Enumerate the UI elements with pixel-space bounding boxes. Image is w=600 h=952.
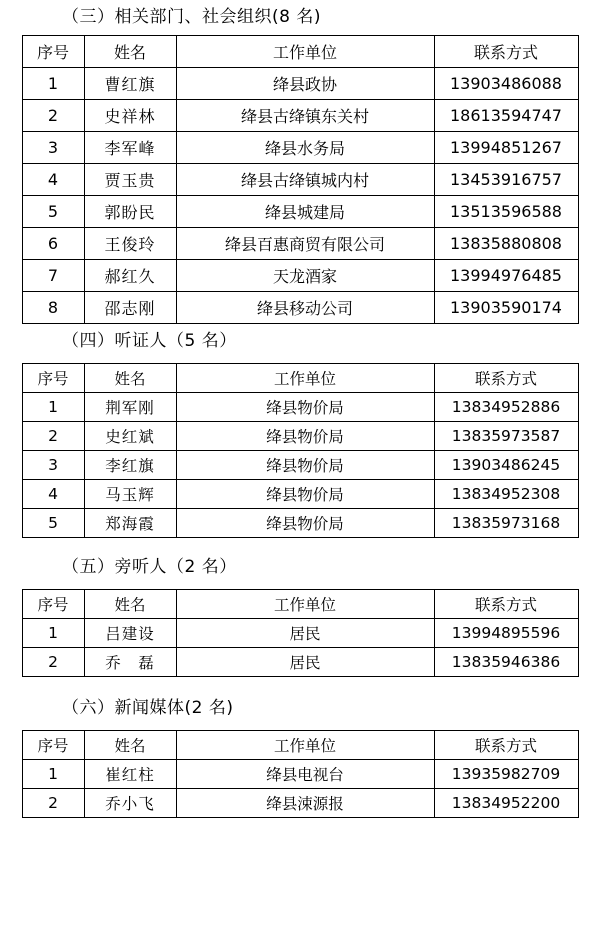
cell-index: 4	[22, 479, 84, 508]
cell-org: 绛县古绛镇城内村	[176, 163, 434, 195]
cell-index: 1	[22, 618, 84, 647]
cell-org: 绛县物价局	[176, 421, 434, 450]
cell-phone: 13834952308	[434, 479, 578, 508]
cell-org: 绛县水务局	[176, 131, 434, 163]
table-row	[22, 163, 578, 195]
column-header-name: 姓名	[84, 363, 176, 392]
cell-phone: 13994851267	[434, 131, 578, 163]
cell-name: 曹红旗	[84, 67, 176, 99]
cell-org: 绛县古绛镇东关村	[176, 99, 434, 131]
column-header-org: 工作单位	[176, 363, 434, 392]
cell-name: 郝红久	[84, 259, 176, 291]
cell-index: 2	[22, 99, 84, 131]
cell-name: 郭盼民	[84, 195, 176, 227]
table-row	[22, 67, 578, 99]
cell-phone: 13834952200	[434, 788, 578, 817]
cell-phone: 13903486088	[434, 67, 578, 99]
cell-index: 8	[22, 291, 84, 323]
cell-index: 2	[22, 788, 84, 817]
cell-name: 吕建设	[84, 618, 176, 647]
cell-index: 3	[22, 450, 84, 479]
column-header-index: 序号	[22, 35, 84, 67]
cell-name: 乔 磊	[84, 647, 176, 676]
cell-name: 王俊玲	[84, 227, 176, 259]
cell-index: 2	[22, 647, 84, 676]
section-heading-4: （六）新闻媒体(2 名)	[62, 697, 234, 718]
cell-name: 荆军刚	[84, 392, 176, 421]
column-header-index: 序号	[22, 589, 84, 618]
cell-phone: 13835946386	[434, 647, 578, 676]
cell-org: 绛县城建局	[176, 195, 434, 227]
column-header-index: 序号	[22, 730, 84, 759]
cell-index: 3	[22, 131, 84, 163]
table-row	[22, 259, 578, 291]
column-header-org: 工作单位	[176, 730, 434, 759]
column-header-name: 姓名	[84, 35, 176, 67]
table-header-row	[22, 363, 578, 392]
table-row	[22, 392, 578, 421]
table-related-departments	[22, 35, 579, 324]
table-row	[22, 131, 578, 163]
cell-phone: 18613594747	[434, 99, 578, 131]
cell-org: 绛县政协	[176, 67, 434, 99]
table-row	[22, 618, 578, 647]
column-header-name: 姓名	[84, 589, 176, 618]
cell-phone: 13935982709	[434, 759, 578, 788]
cell-phone: 13513596588	[434, 195, 578, 227]
table-hearing-officers	[22, 363, 579, 538]
column-header-phone: 联系方式	[434, 589, 578, 618]
cell-name: 史红斌	[84, 421, 176, 450]
cell-name: 乔小飞	[84, 788, 176, 817]
cell-phone: 13835973587	[434, 421, 578, 450]
cell-phone: 13994895596	[434, 618, 578, 647]
cell-name: 李红旗	[84, 450, 176, 479]
section-heading-1: （三）相关部门、社会组织(8 名)	[62, 7, 321, 27]
table-row	[22, 421, 578, 450]
column-header-phone: 联系方式	[434, 730, 578, 759]
column-header-name: 姓名	[84, 730, 176, 759]
cell-name: 史祥林	[84, 99, 176, 131]
cell-org: 绛县电视台	[176, 759, 434, 788]
cell-org: 绛县物价局	[176, 508, 434, 537]
cell-index: 1	[22, 67, 84, 99]
cell-org: 绛县物价局	[176, 450, 434, 479]
column-header-phone: 联系方式	[434, 363, 578, 392]
cell-index: 5	[22, 508, 84, 537]
cell-index: 2	[22, 421, 84, 450]
cell-phone: 13994976485	[434, 259, 578, 291]
cell-name: 邵志刚	[84, 291, 176, 323]
cell-phone: 13453916757	[434, 163, 578, 195]
document-page	[0, 6, 600, 952]
column-header-index: 序号	[22, 363, 84, 392]
table-header-row	[22, 35, 578, 67]
cell-org: 绛县百惠商贸有限公司	[176, 227, 434, 259]
cell-phone: 13834952886	[434, 392, 578, 421]
cell-org: 天龙酒家	[176, 259, 434, 291]
cell-index: 6	[22, 227, 84, 259]
cell-phone: 13835880808	[434, 227, 578, 259]
cell-phone: 13903590174	[434, 291, 578, 323]
cell-org: 绛县物价局	[176, 479, 434, 508]
section-heading-2: （四）听证人（5 名）	[62, 330, 237, 351]
cell-name: 郑海霞	[84, 508, 176, 537]
table-row	[22, 479, 578, 508]
table-news-media	[22, 730, 579, 818]
table-row	[22, 508, 578, 537]
table-row	[22, 291, 578, 323]
table-row	[22, 450, 578, 479]
cell-name: 李军峰	[84, 131, 176, 163]
cell-org: 居民	[176, 618, 434, 647]
cell-index: 1	[22, 759, 84, 788]
cell-index: 4	[22, 163, 84, 195]
cell-name: 马玉辉	[84, 479, 176, 508]
cell-index: 5	[22, 195, 84, 227]
section-heading-3: （五）旁听人（2 名）	[62, 556, 237, 577]
table-row	[22, 647, 578, 676]
cell-index: 7	[22, 259, 84, 291]
table-observers	[22, 589, 579, 677]
cell-name: 贾玉贵	[84, 163, 176, 195]
column-header-org: 工作单位	[176, 35, 434, 67]
cell-phone: 13835973168	[434, 508, 578, 537]
table-row	[22, 227, 578, 259]
table-header-row	[22, 589, 578, 618]
cell-org: 绛县涑源报	[176, 788, 434, 817]
table-row	[22, 759, 578, 788]
cell-name: 崔红柱	[84, 759, 176, 788]
column-header-org: 工作单位	[176, 589, 434, 618]
column-header-phone: 联系方式	[434, 35, 578, 67]
cell-index: 1	[22, 392, 84, 421]
table-row	[22, 99, 578, 131]
cell-org: 绛县移动公司	[176, 291, 434, 323]
table-row	[22, 788, 578, 817]
table-header-row	[22, 730, 578, 759]
table-row	[22, 195, 578, 227]
cell-org: 绛县物价局	[176, 392, 434, 421]
cell-phone: 13903486245	[434, 450, 578, 479]
cell-org: 居民	[176, 647, 434, 676]
